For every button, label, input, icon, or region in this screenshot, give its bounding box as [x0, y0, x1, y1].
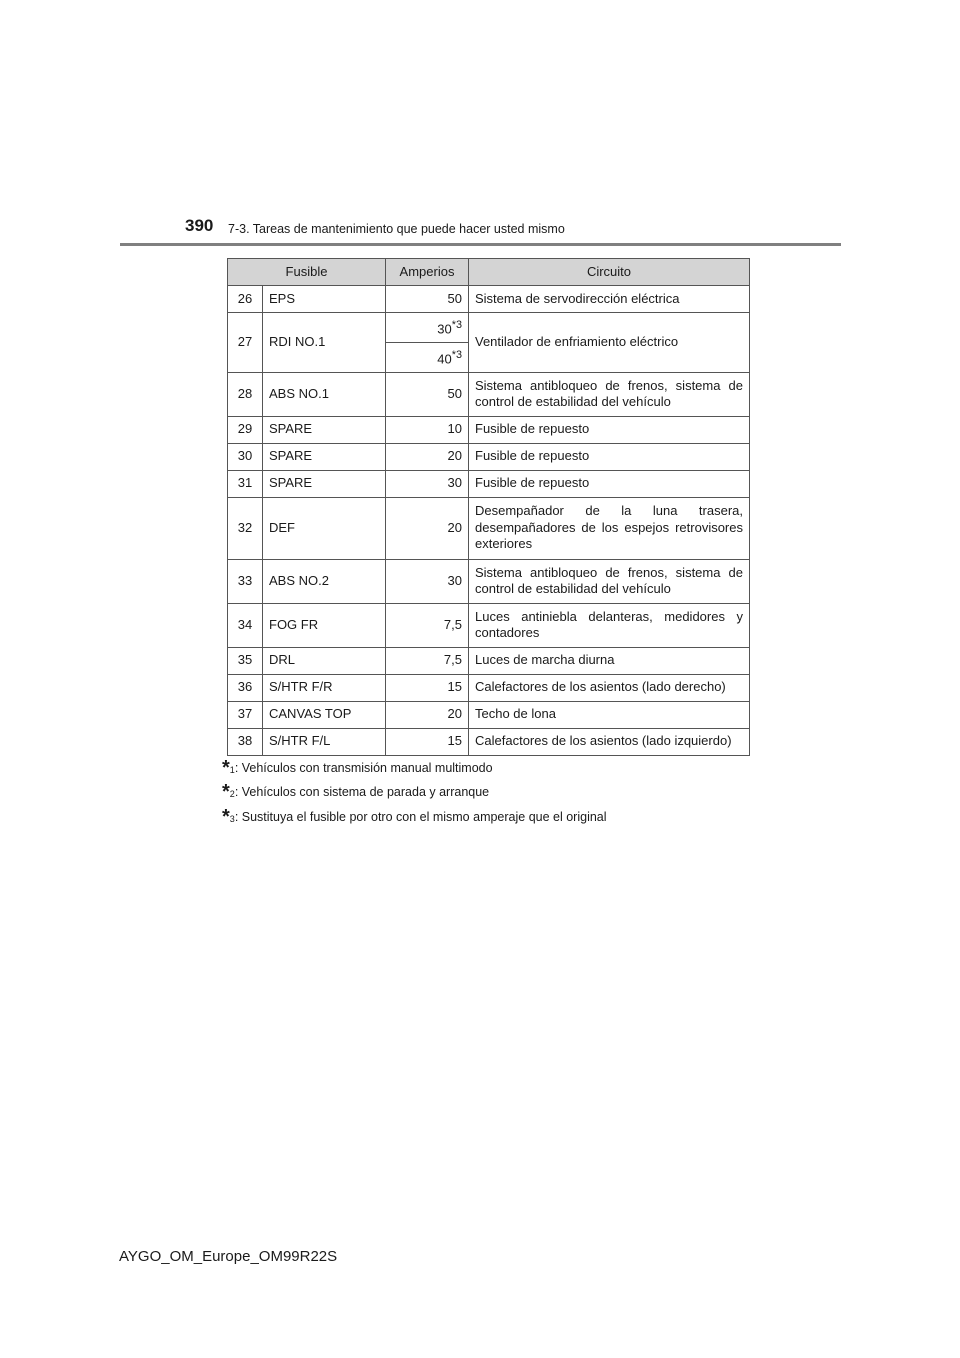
fuse-circuit: Sistema antibloqueo de frenos, sistema de control de estabilidad del vehículo	[469, 372, 750, 416]
fuse-number: 34	[228, 603, 263, 647]
fuse-circuit: Techo de lona	[469, 701, 750, 728]
fuse-amperage: 15	[386, 674, 469, 701]
amperage-value: 40	[437, 351, 452, 367]
column-header-amperios: Amperios	[386, 259, 469, 286]
fuse-circuit: Fusible de repuesto	[469, 443, 750, 470]
footnote-asterisk: *	[222, 756, 230, 779]
fuse-amperage	[386, 313, 469, 343]
fuse-name: FOG FR	[263, 603, 386, 647]
footnotes	[222, 750, 607, 828]
footnote-number: 1	[229, 764, 235, 775]
fuse-name: SPARE	[263, 416, 386, 443]
fuse-circuit: Sistema de servodirección eléctrica	[469, 286, 750, 313]
fuse-number: 29	[228, 416, 263, 443]
table-row	[228, 470, 750, 497]
fuse-circuit: Ventilador de enfriamiento eléctrico	[469, 313, 750, 373]
table-row	[228, 286, 750, 313]
fuse-circuit: Fusible de repuesto	[469, 416, 750, 443]
fuse-number: 33	[228, 559, 263, 603]
table-row	[228, 416, 750, 443]
footnote-text: : Vehículos con sistema de parada y arranque	[234, 785, 490, 799]
fuse-number: 38	[228, 728, 263, 755]
document-code: AYGO_OM_Europe_OM99R22S	[119, 1248, 338, 1265]
table-row	[228, 559, 750, 603]
table-row	[228, 372, 750, 416]
fuse-amperage: 15	[386, 728, 469, 755]
fuse-name: S/HTR F/L	[263, 728, 386, 755]
section-title: 7-3. Tareas de mantenimiento que puede hacer usted mismo	[228, 222, 565, 236]
fuse-name: DEF	[263, 497, 386, 559]
fuse-number: 27	[228, 313, 263, 373]
fuse-name: SPARE	[263, 443, 386, 470]
fuse-name: CANVAS TOP	[263, 701, 386, 728]
fuse-circuit: Calefactores de los asientos (lado izquierdo)	[469, 728, 750, 755]
table-row	[228, 497, 750, 559]
footnote	[222, 775, 607, 803]
fuse-name: RDI NO.1	[263, 313, 386, 373]
fuse-table	[227, 258, 750, 756]
amperage-value: 30	[437, 321, 452, 337]
footnote-text: : Vehículos con transmisión manual multimodo	[234, 760, 493, 775]
fuse-number: 31	[228, 470, 263, 497]
table-row	[228, 701, 750, 728]
fuse-amperage: 7,5	[386, 603, 469, 647]
amperage-note-ref: *3	[451, 348, 462, 361]
table-row	[228, 674, 750, 701]
fuse-amperage: 10	[386, 416, 469, 443]
fuse-circuit: Luces antiniebla delanteras, medidores y contadores	[469, 603, 750, 647]
fuse-number: 35	[228, 647, 263, 674]
fuse-amperage: 20	[386, 701, 469, 728]
table-row	[228, 647, 750, 674]
footnote-asterisk: *	[222, 805, 230, 828]
fuse-amperage: 20	[386, 443, 469, 470]
column-header-circuito: Circuito	[469, 259, 750, 286]
fuse-amperage: 50	[386, 286, 469, 313]
footnote-text: : Sustituya el fusible por otro con el mismo amperaje que el original	[234, 809, 607, 824]
table-row	[228, 603, 750, 647]
fuse-amperage: 7,5	[386, 647, 469, 674]
fuse-amperage	[386, 342, 469, 372]
table-row	[228, 443, 750, 470]
header-divider	[120, 243, 841, 246]
table-row	[228, 313, 750, 343]
fuse-circuit: Desempañador de la luna trasera, desempañadores de los espejos retrovisores exteriores	[469, 497, 750, 559]
footnote	[222, 799, 607, 828]
fuse-amperage: 50	[386, 372, 469, 416]
fuse-amperage: 20	[386, 497, 469, 559]
fuse-number: 32	[228, 497, 263, 559]
footnote-number: 2	[229, 789, 235, 799]
table-header-row	[228, 259, 750, 286]
fuse-name: ABS NO.1	[263, 372, 386, 416]
footnote-asterisk: *	[222, 781, 230, 803]
fuse-name: EPS	[263, 286, 386, 313]
fuse-number: 37	[228, 701, 263, 728]
fuse-name: ABS NO.2	[263, 559, 386, 603]
fuse-circuit: Sistema antibloqueo de frenos, sistema de control de estabilidad del vehículo	[469, 559, 750, 603]
fuse-circuit: Luces de marcha diurna	[469, 647, 750, 674]
fuse-name: SPARE	[263, 470, 386, 497]
footnote-number: 3	[229, 813, 235, 824]
fuse-name: DRL	[263, 647, 386, 674]
footnote	[222, 750, 607, 779]
fuse-amperage: 30	[386, 470, 469, 497]
amperage-note-ref: *3	[451, 319, 462, 331]
fuse-circuit: Fusible de repuesto	[469, 470, 750, 497]
fuse-number: 30	[228, 443, 263, 470]
fuse-circuit: Calefactores de los asientos (lado derecho)	[469, 674, 750, 701]
fuse-amperage: 30	[386, 559, 469, 603]
fuse-number: 36	[228, 674, 263, 701]
fuse-name: S/HTR F/R	[263, 674, 386, 701]
page-number: 390	[185, 216, 214, 235]
fuse-number: 28	[228, 372, 263, 416]
column-header-fusible: Fusible	[228, 259, 386, 286]
fuse-number: 26	[228, 286, 263, 313]
